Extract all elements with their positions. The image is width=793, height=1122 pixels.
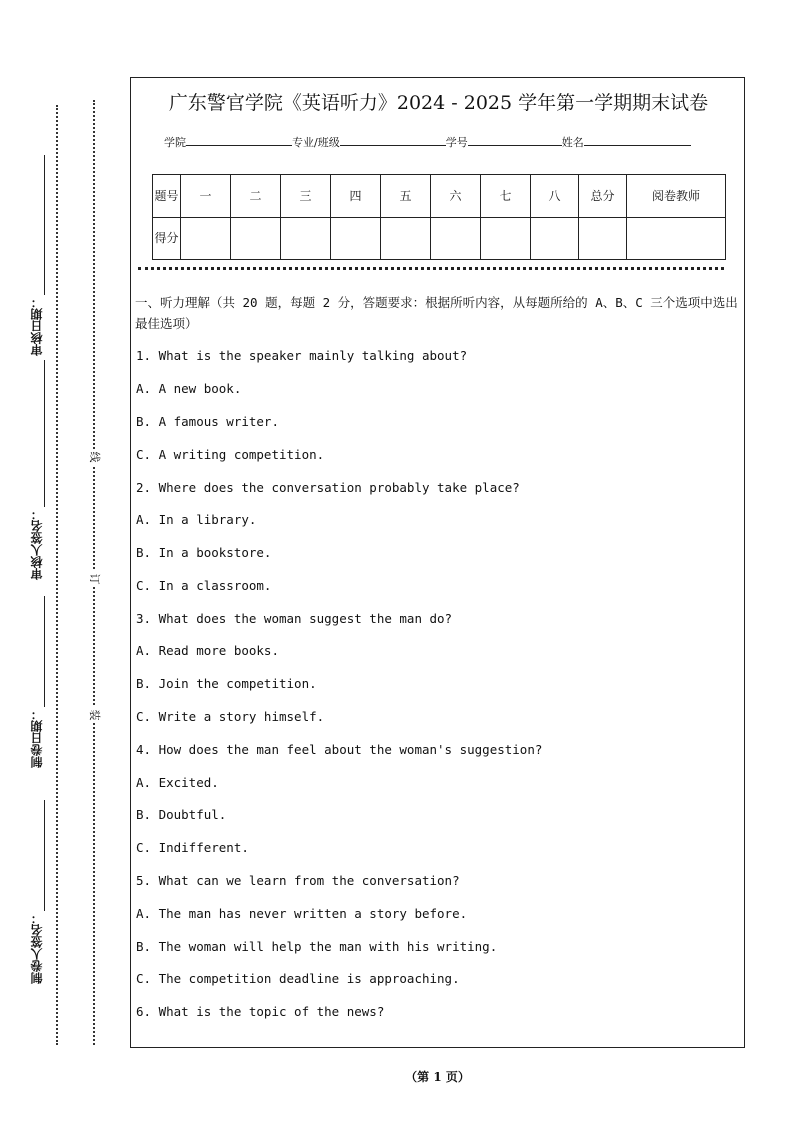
score-cell[interactable] (531, 217, 579, 260)
score-cell[interactable] (381, 217, 431, 260)
compile-date-label: 制卷日期： (30, 708, 44, 768)
option: B. A famous writer. (136, 414, 279, 429)
student-info-row (164, 132, 691, 150)
col-header: 六 (431, 175, 481, 218)
question-stem: 1. What is the speaker mainly talking about? (136, 348, 468, 363)
binding-dotted-line-outer (56, 105, 58, 1045)
col-header-total: 总分 (579, 175, 627, 218)
col-header: 五 (381, 175, 431, 218)
score-table (152, 174, 726, 260)
exam-frame (130, 77, 745, 1048)
question-stem: 2. Where does the conversation probably take place? (136, 480, 520, 495)
option: C. The competition deadline is approaching. (136, 971, 460, 986)
col-header: 八 (531, 175, 579, 218)
student-id-blank[interactable] (468, 132, 562, 146)
option: B. In a bookstore. (136, 545, 272, 560)
option: A. In a library. (136, 512, 257, 527)
option: B. Doubtful. (136, 807, 227, 822)
score-cell[interactable] (431, 217, 481, 260)
option: B. The woman will help the man with his writing. (136, 939, 498, 954)
option: C. A writing competition. (136, 447, 325, 462)
row-label-score: 得分 (153, 217, 181, 260)
name-blank[interactable] (584, 132, 691, 146)
question-stem: 4. How does the man feel about the woman's suggestion? (136, 742, 543, 757)
col-header: 二 (231, 175, 281, 218)
section-heading: 一、听力理解（共 20 题，每题 2 分，答题要求：根据所听内容，从每题所给的 A、B、C 三个选项中选出最佳选项） (135, 295, 738, 331)
score-table-header-row (153, 175, 726, 218)
score-cell[interactable] (181, 217, 231, 260)
reviewer-sign-label: 审核人签名： (30, 508, 44, 580)
question-stem: 5. What can we learn from the conversation? (136, 873, 460, 888)
major-class-blank[interactable] (340, 132, 446, 146)
col-header: 一 (181, 175, 231, 218)
score-cell-grader[interactable] (627, 217, 726, 260)
binding-bind-char: 装 (86, 707, 102, 723)
col-header: 七 (481, 175, 531, 218)
option: C. Write a story himself. (136, 709, 325, 724)
question-stem: 3. What does the woman suggest the man do? (136, 611, 453, 626)
page-number: （第 1 页） (405, 1070, 470, 1084)
major-class-label: 专业/班级 (292, 136, 340, 149)
compiler-sign-label: 制卷人签名： (30, 912, 44, 984)
col-header-grader: 阅卷教师 (627, 175, 726, 218)
student-id-label: 学号 (445, 136, 468, 149)
binding-line-char: 线 (86, 449, 102, 465)
college-blank[interactable] (186, 132, 292, 146)
row-label-question-no: 题号 (153, 175, 181, 218)
option: A. Read more books. (136, 643, 279, 658)
question-stem: 6. What is the topic of the news? (136, 1004, 385, 1019)
score-cell[interactable] (481, 217, 531, 260)
score-table-score-row (153, 217, 726, 260)
score-cell[interactable] (281, 217, 331, 260)
review-date-line (44, 155, 45, 295)
exam-title: 广东警官学院《英语听力》2024 - 2025 学年第一学期期末试卷 (168, 92, 709, 114)
option: A. A new book. (136, 381, 242, 396)
review-date-label: 审核日期： (30, 296, 44, 356)
binding-order-char: 订 (86, 571, 102, 587)
name-label: 姓名 (561, 136, 584, 149)
option: A. The man has never written a story before. (136, 906, 468, 921)
college-label: 学院 (164, 136, 186, 149)
dotted-separator (138, 267, 724, 270)
option: A. Excited. (136, 775, 219, 790)
col-header: 三 (281, 175, 331, 218)
col-header: 四 (331, 175, 381, 218)
compile-date-line (44, 596, 45, 707)
option: C. In a classroom. (136, 578, 272, 593)
score-cell-total[interactable] (579, 217, 627, 260)
option: C. Indifferent. (136, 840, 249, 855)
reviewer-sign-line (44, 360, 45, 507)
option: B. Join the competition. (136, 676, 317, 691)
score-cell[interactable] (331, 217, 381, 260)
compiler-sign-line (44, 800, 45, 911)
score-cell[interactable] (231, 217, 281, 260)
